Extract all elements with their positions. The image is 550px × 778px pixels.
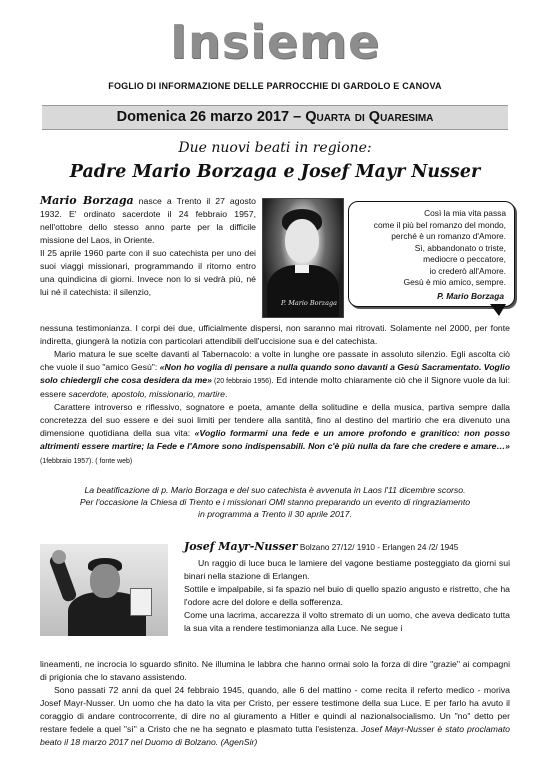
quote-line: Gesù è mio amico, sempre. bbox=[403, 277, 506, 287]
article1-p1 bbox=[40, 194, 256, 247]
article2-dates: Bolzano 27/12/ 1910 - Erlangen 24 /2/ 1945 bbox=[297, 543, 459, 552]
p5-source: ( fonte web) bbox=[93, 458, 133, 465]
josef-mayr-nusser-photo bbox=[40, 544, 168, 636]
date-text: Domenica 26 marzo 2017 bbox=[116, 109, 290, 125]
article2-p5 bbox=[40, 684, 510, 749]
quote-line: Così la mia vita passa bbox=[424, 208, 506, 218]
p4-quote: «Non ho voglia di pensare a nulla quando sono davanti a Gesù Sacramentato. Voglio solo chiedergli che cosa desidera da me» bbox=[40, 362, 510, 385]
headline-line-2: Padre Mario Borzaga e Josef Mayr Nusser bbox=[69, 162, 481, 182]
p4-date: (20 febbraio 1956) bbox=[211, 378, 272, 385]
article2-header bbox=[184, 540, 510, 554]
article1-body bbox=[40, 322, 510, 468]
caption-line: La beatificazione di p. Mario Borzaga e del suo catechista è avvenuta in Laos l'11 dicembre scorso. bbox=[84, 485, 466, 495]
article2-name: Josef Mayr-Nusser bbox=[184, 540, 298, 553]
p5-italic: Josef Mayr-Nusser è stato proclamato beato il 18 marzo 2017 nel Duomo di Bolzano. (AgenSir) bbox=[40, 724, 510, 747]
article1-p1-text: nasce a Trento il 27 agosto 1932. E' ordinato sacerdote il 24 febbraio 1957, nell'ottobre dello stesso anno parte per la difficile missione del Laos, in Oriente. bbox=[40, 196, 256, 245]
p5-text: Sono passati 72 anni da quel 24 febbraio 1945, quando, alle 6 del mattino - come recita il referto medico - moriva Josef Mayr-Nusser. Un uomo che ha dato la vita per Cristo, per essere testimone della sua Luce. E per farlo ha avuto il coraggio di andare controcorrente, di dire no al giuramento a Hitler e quindi al nazionalsocialismo. Un "no" detto per restare fedele a quel "sì" a Cristo che ne ha segnato e plasmato tutta l'esistenza. bbox=[40, 685, 510, 734]
p4-text-b: . Ed intende molto chiaramente ciò che il Signore vuole da lui: essere bbox=[40, 375, 510, 399]
article1-p3: nessuna testimonianza. I corpi dei due, ufficialmente dispersi, non saranno mai ritrovati. Solamente nel 2000, per fonte indiretta, giungerà la notizia con particolari attendibili dell'uccisione sua e del catechista. bbox=[40, 323, 510, 346]
article1-p2: Il 25 aprile 1960 parte con il suo catechista per uno dei suoi viaggi missionari, programmando il ritorno entro una quindicina di giorni. Invece non lo si vedrà più, né lui né il catechista: il silenzio, bbox=[40, 248, 256, 297]
date-dash: – bbox=[289, 109, 306, 125]
p4-text-c: . bbox=[224, 389, 228, 399]
date-banner bbox=[42, 105, 508, 130]
quote-line: come il più bel romanzo del mondo, bbox=[373, 219, 506, 230]
quote-line: mediocre o peccatore, bbox=[423, 254, 506, 264]
quote-line: Sì, abbandonato o triste, bbox=[414, 242, 506, 253]
article1-p4 bbox=[40, 348, 510, 401]
quote-line: perché è un romanzo d'Amore. bbox=[391, 231, 506, 241]
article2-body bbox=[40, 658, 510, 749]
article1-intro bbox=[40, 194, 256, 299]
article2-p3: Come una lacrima, accarezza il volto stremato di un uomo, che aveva dedicato tutta la sua vita a rendere testimonianza alla Luce. Ne segue i bbox=[184, 610, 510, 633]
article2-intro bbox=[184, 540, 510, 635]
masthead-subtitle: FOGLIO DI INFORMAZIONE DELLE PARROCCHIE DI GARDOLO E CANOVA bbox=[108, 81, 442, 91]
article2-p1: Un raggio di luce buca le lamiere del vagone bestiame posteggiato da giorni sui binari nella stazione di Erlangen. bbox=[184, 558, 510, 581]
article2-p2: Sottile e impalpabile, si fa spazio nel buio di quello spazio angusto e ristretto, che ha l'odore acre del dolore e della sofferenza. bbox=[184, 584, 510, 607]
p5-text-a: Carattere introverso e riflessivo, sognatore e poeta, amante della solitudine e della musica, partiva sempre dalla concretezza del suo essere e dei suoi limiti per tendere alla santità, fino al destino del martirio che era divenuto una dimensione quotidiana della sua vita: bbox=[40, 402, 510, 438]
article1-p5 bbox=[40, 401, 510, 468]
quote-line: io crederò all'Amore. bbox=[429, 265, 506, 276]
p5-quote: «Voglio formarmi una fede e un amore profondo e granitico: non posso altrimenti essere martire; la Fede e l'Amore sono indispensabili. Non c'è più nulla da fare che credere e amare…» bbox=[40, 428, 510, 451]
quote-lines bbox=[351, 208, 506, 289]
p4-text-a: Mario matura le sue scelte davanti al Tabernacolo: a volte in lunghe ore passate in assoluto silenzio. Egli ascolta ciò che vuole il suo "amico Gesù": bbox=[40, 349, 510, 372]
masthead-title: Insieme bbox=[169, 15, 381, 69]
quote-author: P. Mario Borzaga bbox=[437, 291, 504, 301]
photo-caption: P. Mario Borzaga bbox=[281, 299, 338, 307]
article1-name: Mario Borzaga bbox=[40, 194, 134, 207]
caption-line: in programma a Trento il 30 aprile 2017. bbox=[198, 509, 352, 519]
caption-line: Per l'occasione la Chiesa di Trento e i missionari OMI stanno preparando un evento di ringraziamento bbox=[79, 497, 471, 507]
mario-borzaga-photo bbox=[262, 198, 344, 318]
occasion-text: Quarta di Quaresima bbox=[305, 109, 434, 125]
p4-roles: sacerdote, apostolo, missionario, martire bbox=[68, 389, 225, 399]
p5-date: (1febbraio 1957). bbox=[40, 458, 94, 465]
quote-bubble bbox=[348, 201, 515, 307]
beatification-caption bbox=[40, 484, 510, 520]
bubble-tail bbox=[490, 304, 506, 316]
article2-p4: lineamenti, ne incrocia lo sguardo sfinito. Ne illumina le labbra che hanno ormai solo la forza di dire "grazie" ai compagni di prigionia che lo stavano assistendo. bbox=[40, 659, 510, 682]
headline-line-1: Due nuovi beati in regione: bbox=[178, 140, 372, 156]
